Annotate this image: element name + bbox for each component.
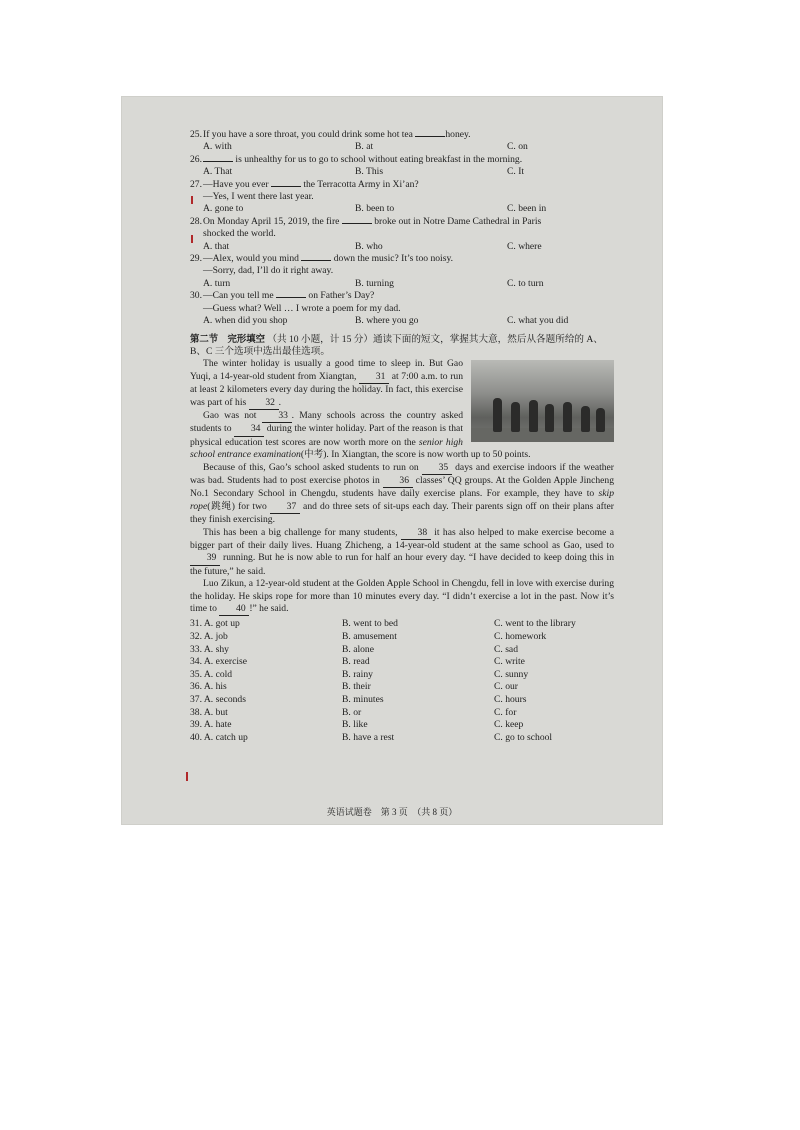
- answer-option-a: 39. A. hate: [190, 719, 232, 731]
- option-c: C. on: [507, 141, 528, 153]
- cloze-blank-40: 40: [219, 603, 249, 616]
- answer-option-c: C. write: [494, 656, 525, 668]
- answer-option-c: C. went to the library: [494, 618, 576, 630]
- question-line: shocked the world.: [203, 228, 276, 240]
- question-number: 27.: [190, 178, 202, 190]
- red-pen-mark: [186, 772, 188, 781]
- question-number: 28.: [190, 215, 202, 227]
- cloze-blank-34: 34: [234, 423, 264, 436]
- answer-option-c: C. our: [494, 681, 518, 693]
- option-b: B. This: [355, 166, 384, 178]
- answer-option-row: [190, 669, 614, 682]
- answer-blank: [276, 297, 306, 298]
- question-stem: [190, 129, 614, 141]
- question-text: On Monday April 15, 2019, the fire broke out in Notre Dame Cathedral in Paris: [203, 215, 542, 227]
- answer-option-c: C. sunny: [494, 668, 529, 680]
- answer-option-b: B. rainy: [342, 668, 373, 680]
- answer-option-b: B. their: [342, 681, 371, 693]
- cloze-blank-31: 31: [359, 371, 389, 384]
- answer-option-row: [190, 656, 614, 669]
- answer-option-a: 33. A. shy: [190, 643, 229, 655]
- passage-paragraph: This has been a big challenge for many students, 38 it has also helped to make exercise become a bigger part of their daily lives. Huang Zhicheng, a 14-year-old student at the same school as Gao, used to 39 running. But he is now able to run for half an hour every day. “I have decided to keep doing this in the future,” he said.: [190, 526, 614, 577]
- question-stem: [190, 154, 614, 166]
- exam-page: [122, 97, 662, 824]
- passage-paragraph: The winter holiday is usually a good time to sleep in. But Gao Yuqi, a 14-year-old student from Xiangtan, 31 at 7:00 a.m. to run at least 2 kilometers every day during the holiday. In fact, this exercise was part of his 32 .: [190, 358, 614, 410]
- answer-option-c: C. homework: [494, 631, 547, 643]
- option-c: C. been in: [507, 203, 547, 215]
- answer-option-c: C. sad: [494, 643, 518, 655]
- option-b: B. where you go: [355, 315, 419, 327]
- answer-option-b: B. read: [342, 656, 370, 668]
- answer-option-row: [190, 719, 614, 732]
- multiple-choice-questions: [190, 129, 614, 328]
- question-text: is unhealthy for us to go to school without eating breakfast in the morning.: [203, 154, 522, 166]
- italic-term: senior high school entrance examination: [190, 436, 463, 461]
- option-a: A. gone to: [203, 203, 244, 215]
- option-c: C. It: [507, 166, 525, 178]
- answer-option-a: 31. A. got up: [190, 618, 240, 630]
- answer-option-row: [190, 732, 614, 745]
- option-a: A. turn: [203, 277, 231, 289]
- answer-option-a: 35. A. cold: [190, 668, 233, 680]
- question-stem: [190, 253, 614, 265]
- question-line: —Sorry, dad, I’ll do it right away.: [203, 265, 334, 277]
- answer-option-b: B. like: [342, 719, 368, 731]
- answer-option-c: C. for: [494, 706, 517, 718]
- passage-paragraph: Gao was not 33 . Many schools across the country asked students to 34 during the winter holiday. Part of the reason is that physical education test scores are now worth more on the senior high school entrance examination(中考). In Xiangtan, the score is now worth up to 50 points.: [190, 409, 531, 461]
- page-footer: 英语试题卷 第 3 页 （共 8 页）: [326, 807, 458, 817]
- question-options: [190, 166, 614, 178]
- option-a: A. That: [203, 166, 233, 178]
- answer-option-c: C. keep: [494, 719, 524, 731]
- cloze-blank-33: 33: [262, 410, 292, 423]
- answer-option-b: B. or: [342, 706, 362, 718]
- answer-option-a: 32. A. job: [190, 631, 228, 643]
- option-b: B. turning: [355, 277, 394, 289]
- question-text: —Can you tell me on Father’s Day?: [203, 290, 375, 302]
- answer-option-b: B. amusement: [342, 631, 397, 643]
- section-heading: [190, 334, 614, 359]
- passage-paragraph: Because of this, Gao’s school asked students to run on 35 days and exercise indoors if the weather was bad. Students had to post exercise photos in 36 classes’ QQ groups. At the Golden Apple Jincheng No.1 Secondary School in Chengdu, students have daily exercise plans. For example, they have to skip rope(跳绳) for two 37 and do three sets of sit-ups each day. Their parents sign off on their plans after they finish exercising.: [190, 461, 615, 526]
- answer-option-row: [190, 631, 614, 644]
- answer-option-a: 34. A. exercise: [190, 656, 248, 668]
- answer-option-b: B. minutes: [342, 694, 384, 705]
- question-number: 30.: [190, 290, 202, 302]
- answer-option-b: B. went to bed: [342, 618, 398, 630]
- answer-option-row: [190, 694, 614, 707]
- students-running-photo: [471, 360, 614, 442]
- answer-blank: [415, 136, 445, 137]
- option-b: B. who: [355, 240, 383, 252]
- question-text: —Alex, would you mind down the music? It’s too noisy.: [203, 253, 454, 265]
- passage-paragraph: Luo Zikun, a 12-year-old student at the Golden Apple School in Chengdu, fell in love with exercise during the holiday. He skips rope for more than 10 minutes every day. “I didn’t exercise a lot in the past. Now it’s time to 40 !” he said.: [190, 578, 614, 616]
- italic-term: skip rope: [190, 488, 614, 512]
- answer-option-a: 36. A. his: [190, 681, 227, 693]
- section-instruction: （共 10 小题，计 15 分）通读下面的短文，掌握其大意，然后从各题所给的 A、B、C 三个选项中选出最佳选项。: [190, 333, 603, 357]
- question-options: [190, 315, 614, 327]
- cloze-blank-37: 37: [270, 501, 300, 514]
- question-stem: [190, 179, 614, 191]
- answer-option-row: [190, 618, 614, 631]
- question-line: —Yes, I went there last year.: [203, 191, 314, 203]
- question-number: 25.: [190, 129, 202, 140]
- question-options: [190, 203, 614, 215]
- answer-option-row: [190, 707, 614, 720]
- answer-blank: [342, 223, 372, 224]
- option-a: A. when did you shop: [203, 315, 288, 327]
- exam-content: [190, 129, 614, 744]
- question-text: —Have you ever the Terracotta Army in Xi’an?: [203, 178, 419, 190]
- question-number: 29.: [190, 253, 202, 265]
- answer-option-c: C. hours: [494, 694, 527, 705]
- question-options: [190, 141, 614, 153]
- answer-option-b: B. have a rest: [342, 731, 395, 743]
- cloze-blank-32: 32: [249, 397, 279, 410]
- option-c: C. what you did: [507, 315, 569, 327]
- cloze-blank-39: 39: [190, 552, 220, 565]
- option-a: A. with: [203, 141, 232, 153]
- answer-option-c: C. go to school: [494, 731, 553, 743]
- answer-option-a: 37. A. seconds: [190, 694, 246, 705]
- answer-blank: [301, 260, 331, 261]
- cloze-passage: [190, 358, 614, 616]
- question-line: —Guess what? Well … I wrote a poem for my dad.: [203, 302, 401, 314]
- option-c: C. where: [507, 240, 542, 252]
- question-stem: [190, 290, 614, 302]
- cloze-answer-options: [190, 618, 614, 744]
- answer-option-row: [190, 644, 614, 657]
- answer-option-b: B. alone: [342, 643, 374, 655]
- option-a: A. that: [203, 240, 230, 252]
- answer-option-a: 40. A. catch up: [190, 731, 248, 743]
- section-title: 第二节 完形填空: [190, 333, 266, 345]
- question-number: 26.: [190, 153, 202, 165]
- question-text: If you have a sore throat, you could drink some hot tea honey.: [203, 129, 471, 140]
- answer-blank: [271, 186, 301, 187]
- cloze-blank-35: 35: [422, 462, 452, 475]
- answer-option-a: 38. A. but: [190, 706, 228, 718]
- option-c: C. to turn: [507, 277, 544, 289]
- option-b: B. been to: [355, 203, 395, 215]
- option-b: B. at: [355, 141, 374, 153]
- question-options: [190, 241, 614, 253]
- answer-blank: [203, 161, 233, 162]
- answer-option-row: [190, 681, 614, 694]
- question-stem: [190, 216, 614, 228]
- question-options: [190, 278, 614, 290]
- cloze-blank-36: 36: [383, 475, 413, 488]
- cloze-blank-38: 38: [401, 527, 431, 540]
